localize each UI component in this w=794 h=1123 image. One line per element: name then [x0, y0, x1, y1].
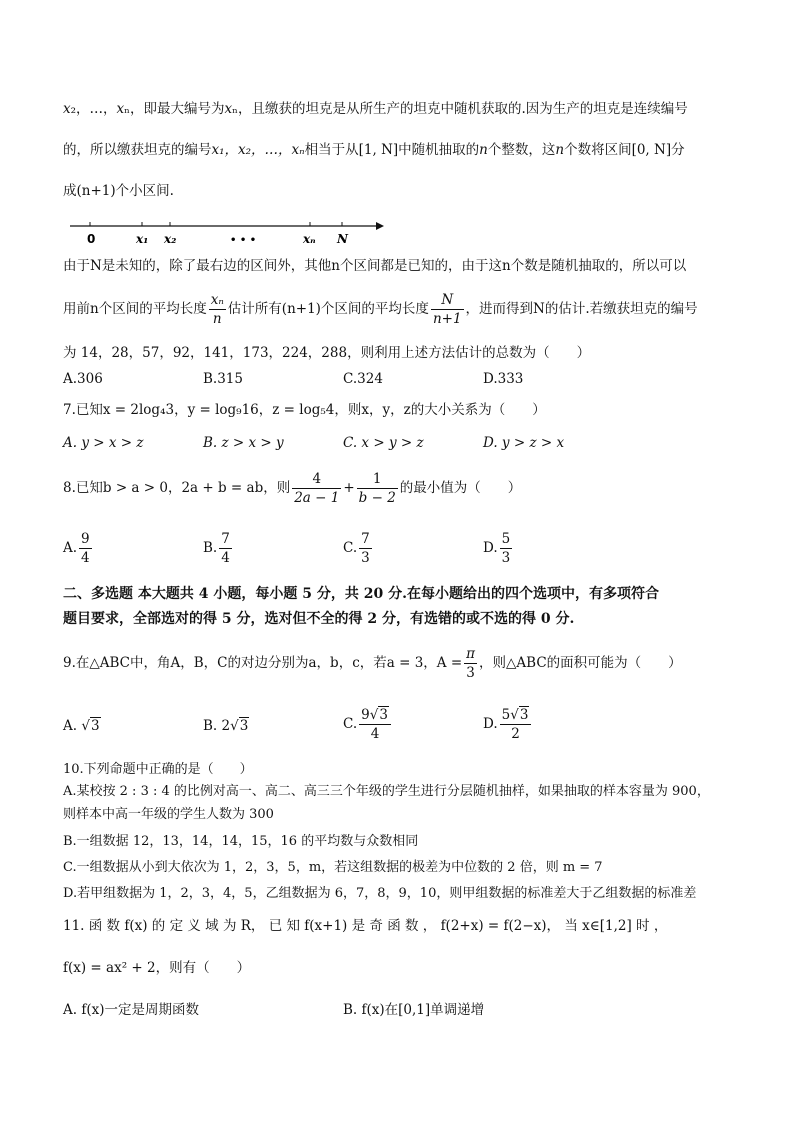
radicand: 3 — [239, 718, 249, 734]
q9-option-b[interactable]: B. 2√3 — [203, 718, 249, 734]
numerator: N — [431, 291, 464, 310]
denominator: 4 — [370, 726, 380, 742]
q8-text: 的最小值为（ ） — [399, 480, 522, 496]
label-N: N — [337, 232, 348, 246]
var-x: x — [116, 101, 125, 117]
q10-option-a-line-2: 则样本中高一年级的学生人数为 300 — [63, 807, 274, 822]
interval: [0, N] — [631, 142, 672, 158]
coefficient: 9 — [361, 707, 370, 723]
option-fraction: $\frac{5√3}{2}$ — [500, 706, 532, 743]
denominator: n — [212, 311, 222, 327]
q11-stem-line-2: f(x) = ax² + 2，则有（ ） — [63, 960, 251, 976]
q8-fraction-2 — [357, 470, 398, 507]
numerator: 5 — [501, 531, 511, 547]
q8-option-c[interactable] — [343, 530, 374, 567]
interval: [1, N] — [358, 142, 399, 158]
q8-option-b[interactable] — [203, 530, 234, 567]
radicand: 3 — [379, 707, 388, 723]
numerator: xₙ — [210, 292, 224, 308]
intro-text: ₙ，即最大编号为 — [124, 101, 225, 117]
q9-option-d[interactable] — [483, 706, 533, 743]
q10-option-d[interactable]: D.若甲组数据为 1，2，3，4，5，乙组数据为 6，7，8，9，10，则甲组数据的标准差大于乙组数据的标准差 — [63, 886, 697, 901]
q7-stem: 7.已知x = 2log₄3，y = log₉16，z = log₅4，则x，y，z的大小关系为（ ） — [63, 402, 546, 418]
option-label: A. — [63, 540, 78, 556]
para2-line-1: 由于N是未知的，除了最右边的区间外，其他n个区间都是已知的，由于这n个数是随机抽取的，所以可以 — [63, 258, 687, 274]
para2-line-2 — [63, 290, 698, 328]
option-label: D. — [483, 540, 498, 556]
label-0: 0 — [87, 232, 96, 246]
label-x1: x₁ — [136, 232, 149, 246]
q7-option-c[interactable]: C. x > y > z — [343, 435, 424, 451]
intro-text: 相当于从 — [304, 142, 359, 158]
denominator: 4 — [221, 550, 230, 566]
option-fraction — [219, 530, 232, 567]
q9-option-a[interactable]: A. √3 — [63, 718, 100, 734]
section2-header-line-1: 二、多选题 本大题共 4 小题，每小题 5 分，共 20 分.在每小题给出的四个选项中，有多项符合 — [63, 586, 659, 602]
plus-sign: + — [343, 480, 355, 496]
intro-line-1 — [63, 99, 688, 119]
fraction-xn-over-n — [209, 291, 226, 328]
intro-text: 个整数，这 — [487, 142, 556, 158]
number-line — [70, 216, 390, 248]
q8-text: 8.已知b > a > 0，2a + b = ab，则 — [63, 480, 291, 496]
denominator: 4 — [81, 550, 90, 566]
var-x: x — [224, 101, 233, 117]
q9-text: 9.在△ABC中，角A，B，C的对边分别为a，b，c，若a = 3，A = — [63, 655, 463, 671]
intro-text: 的，所以缴获坦克的编号 — [63, 142, 212, 158]
denominator: 3 — [361, 550, 370, 566]
option-fraction — [359, 530, 372, 567]
label-x2: x₂ — [164, 232, 177, 246]
q9-stem — [63, 643, 682, 683]
intro-text: 个数将区间 — [564, 142, 632, 158]
denominator: 3 — [466, 665, 475, 681]
option-label: B. 2 — [203, 718, 231, 734]
numerator: 7 — [221, 531, 230, 547]
intro-text: ₙ，且缴获的坦克是从所生产的坦克中随机获取的.因为生产的坦克是连续编号 — [232, 101, 688, 117]
para2-text: 用前n个区间的平均长度 — [63, 301, 207, 317]
q7-option-a[interactable]: A. y > x > z — [63, 435, 144, 451]
label-dots: • • • — [230, 235, 257, 246]
q9-text: ，则△ABC的面积可能为（ ） — [479, 655, 682, 671]
numerator: 1 — [357, 470, 398, 489]
q9-option-c[interactable] — [343, 706, 393, 743]
q6-option-a[interactable]: A.306 — [63, 371, 103, 387]
para2-line-3: 为 14，28，57，92，141，173，224，288，则利用上述方法估计的总数为（ ） — [63, 345, 591, 361]
q10-stem: 10.下列命题中正确的是（ ） — [63, 762, 253, 777]
option-label: C. — [343, 716, 358, 732]
var-x: x — [63, 101, 71, 117]
q8-option-a[interactable] — [63, 530, 94, 567]
intro-text: 分 — [671, 142, 685, 158]
option-label: D. — [483, 716, 498, 732]
var-n: n — [555, 142, 565, 158]
para2-text: 估计所有(n+1)个区间的平均长度 — [227, 301, 429, 317]
q6-option-b[interactable]: B.315 — [203, 371, 243, 387]
radicand: 3 — [90, 718, 100, 734]
q11-option-a[interactable]: A. f(x)一定是周期函数 — [63, 1002, 199, 1018]
fraction-N-over-n-plus-1 — [431, 291, 464, 328]
numerator: 7 — [361, 531, 370, 547]
option-label: B. — [203, 540, 218, 556]
numerator: 4 — [292, 470, 341, 489]
option-label: C. — [343, 540, 358, 556]
option-fraction: $\frac{9√3}{4}$ — [359, 706, 391, 743]
denominator: 2a − 1 — [294, 490, 340, 506]
q10-option-a-line-1[interactable]: A.某校按 2 : 3 : 4 的比例对高一、高二、高三三个年级的学生进行分层随机抽样，如果抽取的样本容量为 900， — [63, 784, 710, 799]
option-fraction — [500, 530, 513, 567]
intro-line-3: 成(n+1)个小区间. — [63, 183, 174, 199]
radicand: 3 — [519, 707, 529, 723]
label-xn: xₙ — [303, 232, 316, 246]
q8-fraction-1 — [292, 470, 341, 507]
q6-option-d[interactable]: D.333 — [483, 371, 524, 387]
coefficient: 5 — [501, 707, 511, 723]
section2-header-line-2: 题目要求，全部选对的得 5 分，选对但不全的得 2 分，有选错的或不选的得 0 分. — [63, 611, 575, 627]
option-fraction — [79, 530, 92, 567]
var-n: n — [479, 142, 488, 158]
number-line-arrow — [376, 222, 384, 230]
q7-option-d[interactable]: D. y > z > x — [483, 435, 565, 451]
q11-option-b[interactable]: B. f(x)在[0,1]单调递增 — [343, 1002, 485, 1018]
intro-line-2 — [63, 140, 685, 160]
q9-fraction-pi-over-3 — [464, 645, 477, 682]
q6-option-c[interactable]: C.324 — [343, 371, 383, 387]
denominator: b − 2 — [358, 490, 396, 506]
para2-text: ，进而得到N的估计.若缴获坦克的编号 — [465, 301, 698, 317]
q8-option-d[interactable] — [483, 530, 514, 567]
intro-text: 中随机抽取的 — [398, 142, 480, 158]
denominator: 2 — [511, 726, 520, 742]
numerator: 9 — [81, 531, 90, 547]
q11-stem-line-1: 11. 函 数 f(x) 的 定 义 域 为 R， 已 知 f(x+1) 是 奇 函 数 ， f(2+x) = f(2−x)， 当 x∈[1,2] 时 ， — [63, 918, 668, 934]
denominator: 3 — [501, 550, 511, 566]
q8-stem — [63, 468, 521, 508]
intro-text: ₂，…， — [70, 101, 117, 117]
q7-option-b[interactable]: B. z > x > y — [203, 435, 284, 451]
denominator: n+1 — [432, 311, 462, 327]
numerator: π — [466, 646, 476, 662]
option-label: A. — [63, 718, 78, 734]
q10-option-b[interactable]: B.一组数据 12，13，14，14，15，16 的平均数与众数相同 — [63, 834, 419, 849]
q10-option-c[interactable]: C.一组数据从小到大依次为 1，2，3，5，m，若这组数据的极差为中位数的 2 倍，则 m = 7 — [63, 860, 603, 875]
sample-list: x₁，x₂，…，xₙ — [211, 142, 305, 158]
